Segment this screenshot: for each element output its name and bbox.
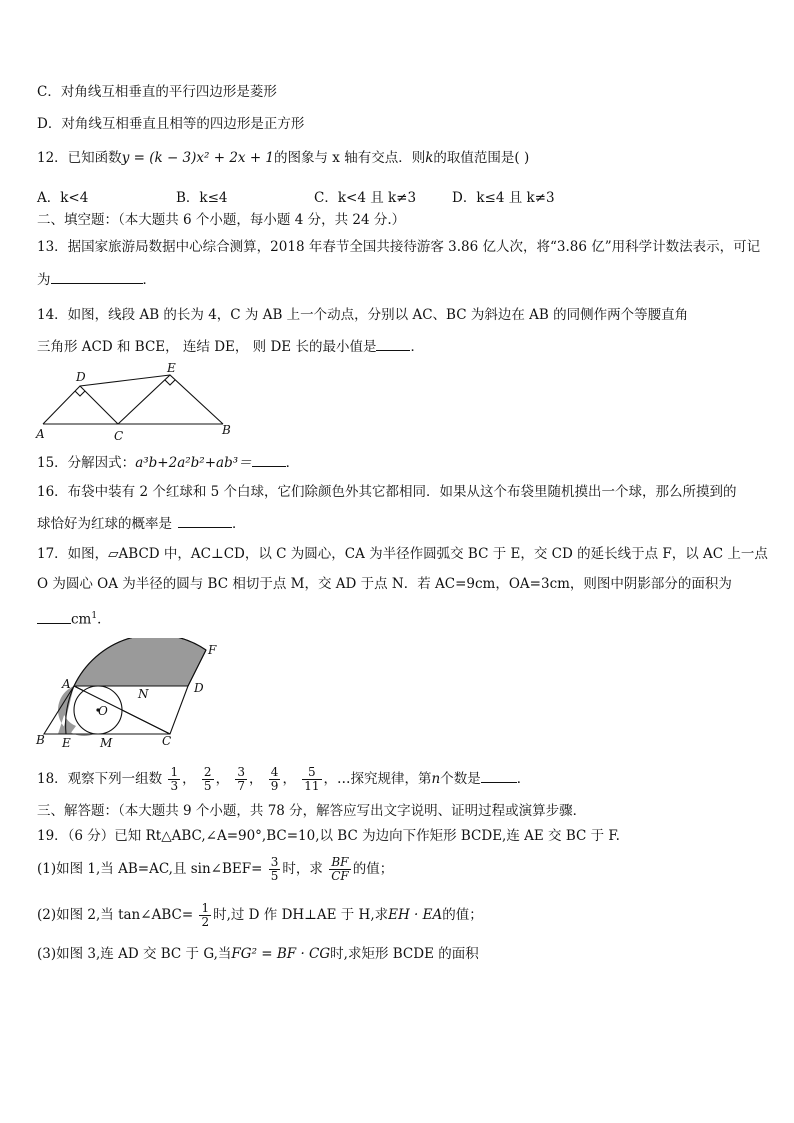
label-c: C bbox=[114, 429, 124, 443]
q11-option-c: C．对角线互相垂直的平行四边形是菱形 bbox=[37, 84, 277, 100]
q19-part1 bbox=[37, 856, 393, 883]
q17-line3 bbox=[37, 606, 111, 630]
q17-suffix: ． bbox=[97, 611, 111, 628]
right-angle-mark-d bbox=[75, 391, 85, 396]
q16-line1: 16．布袋中装有 2 个红球和 5 个白球，它们除颜色外其它都相同．如果从这个布袋里随机摸出一个球，那么所摸到的 bbox=[37, 484, 737, 500]
q19-p1-fraction2: $\frac{BF}{CF}$ bbox=[331, 855, 349, 883]
section-3-heading: 三、解答题：（本大题共 9 个小题，共 78 分，解答应写出文字说明、证明过程或演算步骤． bbox=[37, 803, 587, 819]
q12-option-d: D．k≤4 且 k≠3 bbox=[452, 190, 555, 206]
q19-p2-middle: 时,过 D 作 DH⊥AE 于 H,求 bbox=[213, 907, 389, 923]
q14-line2 bbox=[37, 336, 424, 357]
label-d: D bbox=[76, 370, 86, 384]
q18-middle: ，…探究规律，第 bbox=[323, 771, 432, 787]
q14-suffix: ． bbox=[410, 339, 424, 355]
section-2-heading: 二、填空题：（本大题共 6 个小题，每小题 4 分，共 24 分.） bbox=[37, 212, 406, 228]
q19-p2-prefix: (2)如图 2,当 tan∠ABC= bbox=[37, 907, 194, 923]
triangle-bce bbox=[118, 375, 223, 424]
label-a: A bbox=[62, 677, 71, 691]
q19-part3 bbox=[37, 944, 479, 964]
label-a: A bbox=[36, 427, 45, 441]
label-b: B bbox=[222, 423, 231, 437]
q18-suffix: 个数是 bbox=[440, 771, 481, 787]
q12-stem bbox=[37, 148, 529, 168]
q16-suffix: ． bbox=[232, 516, 246, 532]
q13-suffix: ． bbox=[142, 272, 156, 288]
q18-end: ． bbox=[516, 771, 531, 787]
label-c: C bbox=[162, 734, 172, 748]
q19-p3-suffix: 时,求矩形 BCDE 的面积 bbox=[330, 946, 479, 962]
q15-prefix: 15．分解因式： bbox=[37, 455, 136, 471]
q16-text: 球恰好为红球的概率是 bbox=[37, 516, 172, 532]
label-m: M bbox=[100, 736, 113, 750]
q12-suffix: 的取值范围是( ) bbox=[433, 150, 530, 166]
q17-unit: cm bbox=[71, 611, 92, 628]
q13-line1: 13．据国家旅游局数据中心综合测算，2018 年春节全国共接待游客 3.86 亿人次，将“3.86 亿”用科学计数法表示，可记 bbox=[37, 239, 761, 255]
q19-p2-expr: EH · EA bbox=[388, 907, 443, 923]
q19-part2 bbox=[37, 902, 483, 929]
triangle-acd bbox=[43, 386, 118, 424]
segment-de bbox=[80, 375, 170, 386]
q13-line2 bbox=[37, 269, 156, 290]
q12-prefix: 12．已知函数 bbox=[37, 150, 122, 166]
q14-text: 三角形 ACD 和 BCE， 连结 DE， 则 DE 长的最小值是 bbox=[37, 339, 377, 355]
label-n: N bbox=[138, 687, 149, 701]
q19-p2-fraction: $\frac{1}{2}$ bbox=[201, 901, 210, 929]
q18-fraction-2: $\frac{2}{5}$ bbox=[203, 765, 212, 793]
q17-answer-blank bbox=[37, 609, 71, 624]
q15 bbox=[37, 452, 299, 473]
q12-middle: 的图象与 x 轴有交点．则 bbox=[274, 150, 426, 166]
right-angle-mark-e bbox=[165, 380, 175, 385]
label-e: E bbox=[62, 736, 71, 750]
q16-answer-blank bbox=[178, 513, 232, 528]
q18-fraction-5: $\frac{5}{11}$ bbox=[304, 765, 320, 793]
q11-option-d: D．对角线互相垂直且相等的四边形是正方形 bbox=[37, 116, 305, 132]
q19-p1-suffix: 的值； bbox=[352, 861, 394, 877]
q19-p2-suffix: 的值； bbox=[442, 907, 483, 923]
q17-unit-sup: 1 bbox=[91, 611, 98, 621]
q18-n: n bbox=[431, 771, 441, 787]
q15-suffix: ． bbox=[285, 455, 300, 471]
q16-line2 bbox=[37, 513, 246, 534]
label-f: F bbox=[208, 643, 217, 657]
q12-option-b: B．k≤4 bbox=[176, 190, 228, 206]
q12-formula: y = (k − 3)x² + 2x + 1 bbox=[121, 150, 275, 166]
q14-figure bbox=[34, 358, 240, 446]
q18-prefix: 18．观察下列一组数 bbox=[37, 771, 163, 787]
q19-p3-expr: FG² = BF · CG bbox=[231, 946, 331, 962]
q15-expr: a³b+2a²b²+ab³＝ bbox=[135, 455, 252, 471]
q19-p3-prefix: (3)如图 3,连 AD 交 BC 于 G,当 bbox=[37, 946, 232, 962]
label-b: B bbox=[36, 733, 45, 747]
label-e: E bbox=[167, 361, 176, 375]
q19-intro: 19．（6 分）已知 Rt△ABC,∠A=90°,BC=10,以 BC 为边向下作矩形 BCDE,连 AE 交 BC 于 F. bbox=[37, 828, 620, 844]
q14-line1: 14．如图，线段 AB 的长为 4，C 为 AB 上一个动点，分别以 AC、BC 为斜边在 AB 的同侧作两个等腰直角 bbox=[37, 307, 689, 323]
q19-p1-middle: 时，求 bbox=[282, 861, 323, 877]
q17-line2: O 为圆心 OA 为半径的圆与 BC 相切于点 M，交 AD 于点 N．若 AC=9cm，OA=3cm，则图中阴影部分的面积为 bbox=[37, 576, 732, 592]
q19-p1-prefix: (1)如图 1,当 AB=AC,且 sin∠BEF= bbox=[37, 861, 263, 877]
label-d: D bbox=[194, 681, 204, 695]
q12-k: k bbox=[425, 150, 434, 166]
q18: 18．观察下列一组数 $\frac{1}{3}$ ， $\frac{2}{5}$ ， $\frac{3}{7}$ ， $\frac{4}{9}$ ， $\frac{5}{11}$ ，…探究规律，第n个数是 ． bbox=[37, 765, 531, 793]
q13-answer-blank bbox=[51, 269, 143, 284]
label-o: O bbox=[98, 704, 108, 718]
q19-p1-fraction: $\frac{3}{5}$ bbox=[270, 855, 279, 883]
q18-fraction-3: $\frac{3}{7}$ bbox=[237, 765, 245, 793]
q17-figure bbox=[34, 638, 224, 750]
q18-fraction-1: $\frac{1}{3}$ bbox=[170, 765, 179, 793]
shaded-sector bbox=[74, 638, 206, 686]
q18-answer-blank bbox=[481, 768, 517, 783]
q12-option-c: C．k<4 且 k≠3 bbox=[314, 190, 417, 206]
q15-answer-blank bbox=[252, 452, 286, 467]
q14-answer-blank bbox=[376, 336, 410, 351]
q17-line1: 17．如图，▱ABCD 中，AC⊥CD，以 C 为圆心，CA 为半径作圆弧交 BC 于 E，交 CD 的延长线于点 F，以 AC 上一点 bbox=[37, 546, 768, 562]
q18-fraction-4: $\frac{4}{9}$ bbox=[270, 765, 279, 793]
q12-option-a: A．k<4 bbox=[37, 190, 89, 206]
q13-prefix: 为 bbox=[37, 272, 51, 288]
